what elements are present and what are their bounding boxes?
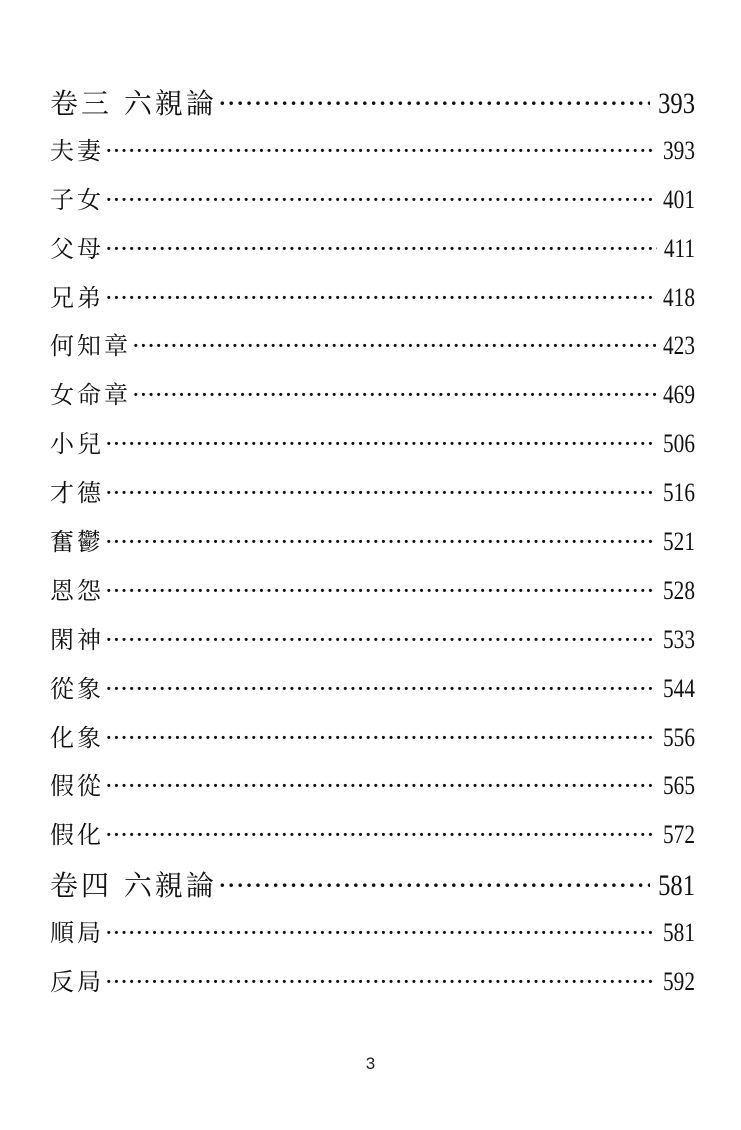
toc-chapter-row	[50, 864, 695, 913]
toc-page-number: 516	[663, 478, 695, 508]
toc-entry-row	[50, 326, 695, 375]
toc-page-number: 418	[663, 282, 695, 312]
table-of-contents	[50, 82, 695, 1011]
toc-page-number: 544	[663, 673, 695, 703]
toc-leader-dots	[104, 186, 656, 214]
toc-leader-dots	[104, 479, 656, 507]
toc-chapter-title: 卷三 六親論	[50, 87, 217, 120]
toc-entry-row	[50, 131, 695, 180]
toc-page-number: 581	[663, 918, 695, 948]
toc-entry-row	[50, 473, 695, 522]
toc-entry-row	[50, 962, 695, 1011]
toc-page-number: 393	[663, 135, 695, 165]
toc-leader-dots	[131, 381, 656, 409]
toc-chapter-title: 卷四 六親論	[50, 869, 217, 903]
toc-chapter-row	[50, 82, 695, 131]
toc-leader-dots	[104, 772, 656, 800]
toc-leader-dots	[104, 626, 656, 654]
toc-entry-title: 父母	[50, 234, 104, 263]
toc-entry-title: 假從	[50, 772, 104, 801]
toc-leader-dots	[217, 87, 650, 120]
toc-page-number: 423	[663, 331, 695, 361]
toc-entry-title: 反局	[50, 968, 104, 997]
toc-entry-title: 兄弟	[50, 283, 104, 312]
toc-entry-row	[50, 718, 695, 767]
footer-page-number: 3	[365, 1054, 376, 1073]
toc-page-number: 565	[663, 771, 695, 801]
toc-page-number: 592	[663, 967, 695, 997]
toc-leader-dots	[131, 332, 656, 360]
toc-leader-dots	[104, 284, 656, 312]
toc-entry-title: 假化	[50, 821, 104, 850]
toc-entry-title: 順局	[50, 919, 104, 948]
toc-entry-row	[50, 571, 695, 620]
toc-page-number: 411	[663, 233, 695, 263]
toc-entry-title: 奮鬱	[50, 528, 104, 557]
toc-leader-dots	[104, 137, 656, 165]
toc-entry-row	[50, 913, 695, 962]
toc-page-number: 572	[663, 820, 695, 850]
toc-page-number: 533	[663, 624, 695, 654]
toc-entry-row	[50, 424, 695, 473]
toc-entry-title: 夫妻	[50, 136, 104, 165]
toc-page-number: 528	[663, 575, 695, 605]
toc-page-number: 506	[663, 429, 695, 459]
toc-entry-row	[50, 522, 695, 571]
toc-leader-dots	[104, 821, 656, 849]
toc-entry-title: 才德	[50, 479, 104, 508]
toc-leader-dots	[104, 430, 656, 458]
toc-page-number: 521	[663, 527, 695, 557]
toc-entry-row	[50, 815, 695, 864]
toc-entry-title: 閑神	[50, 625, 104, 654]
toc-entry-row	[50, 180, 695, 229]
toc-leader-dots	[104, 577, 656, 605]
toc-entry-title: 何知章	[50, 332, 131, 361]
toc-page-number: 556	[663, 722, 695, 752]
toc-leader-dots	[217, 869, 650, 902]
toc-page-number: 581	[658, 869, 695, 903]
toc-entry-title: 從象	[50, 674, 104, 703]
toc-entry-title: 恩怨	[50, 576, 104, 605]
toc-entry-title: 小兒	[50, 430, 104, 459]
toc-entry-row	[50, 669, 695, 718]
toc-entry-title: 子女	[50, 185, 104, 214]
toc-page-number: 393	[658, 87, 695, 120]
toc-entry-row	[50, 229, 695, 278]
toc-leader-dots	[104, 968, 656, 996]
toc-leader-dots	[104, 919, 656, 947]
toc-entry-row	[50, 278, 695, 327]
toc-leader-dots	[104, 235, 657, 263]
toc-entry-row	[50, 375, 695, 424]
toc-leader-dots	[104, 528, 656, 556]
toc-entry-row	[50, 766, 695, 815]
toc-page-number: 401	[663, 184, 695, 214]
toc-entry-title: 化象	[50, 723, 104, 752]
toc-entry-row	[50, 620, 695, 669]
toc-leader-dots	[104, 675, 656, 703]
toc-page-number: 469	[663, 380, 695, 410]
toc-leader-dots	[104, 724, 656, 752]
toc-entry-title: 女命章	[50, 381, 131, 410]
